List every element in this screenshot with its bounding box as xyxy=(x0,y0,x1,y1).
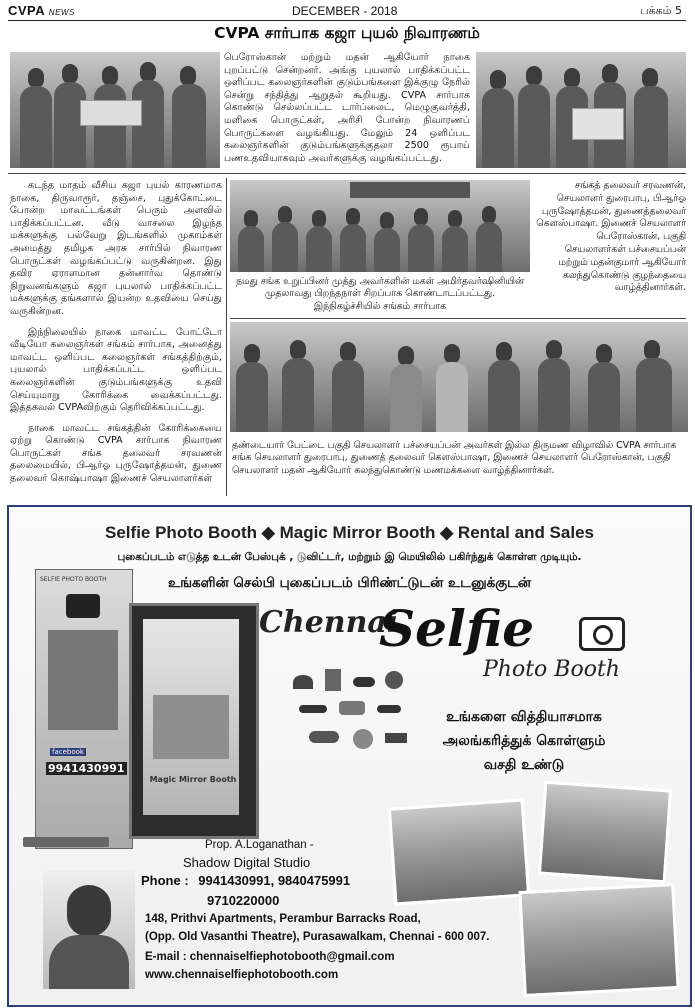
article-paragraph-1: கடந்த மாதம் வீசிய கஜா புயல் காரணமாக நாகை, திருவாரூர், தஞ்சை, புதுக்கோட்டை போன்ற மாவட்டங்கள் பெரும் அளவில் பாதிக்கப்பட்டன. வீடு வாசலை இழந்த மக்களுக்கு பல்வேறு இடங்களில் முகாம்கள் அமைத்து தமிழக அரசு சார்பில் நிவாரண பொருட்கள் வழங்கப்பட்டு வருகின்றன. இது தவிர ஏராளமான தன்னார்வ தொண்டு நிறுவனங்களும் கஜா புயலால் பாதிக்கப்பட்ட மக்களுக்கு தங்களால் இயன்ற உதவியை செய்து வருகின்றன. xyxy=(10,180,222,317)
article-paragraph-2: இந்நிலையில் நாகை மாவட்ட போட்டோ வீடியோ கலைஞர்கள் சங்கம் சார்பாக, அனைத்து மாவட்ட ஒளிப்பட கலைஞர்கள் சங்கத்திற்கும், புயலால் பாதிக்கப்பட்ட ஒளிப்பட கலைஞர்களின் குடும்பங்களுக்கு உதவி செய்யுமாறு கோரிக்கை வைக்கப்பட்டது. இத்தகவல் CVPAவிற்கும் தெரிவிக்கப்பட்டது. xyxy=(10,326,222,414)
email-address: E-mail : chennaiselfiephotobooth@gmail.com xyxy=(145,951,395,963)
address-line-1: 148, Prithvi Apartments, Perambur Barracks Road, xyxy=(145,913,421,925)
article-headline: CVPA சார்பாக கஜா புயல் நிவாரணம் xyxy=(214,24,480,42)
ad-subline: புகைப்படம் எடுத்த உடன் பேஸ்புக் , டுவிட்டர், மற்றும் இ மெயிலில் பகிர்ந்துக் கொள்ள முடியும். xyxy=(117,551,582,563)
brand-selfie: Selfie xyxy=(379,599,535,658)
proprietor-photo xyxy=(43,871,135,989)
masthead-bar xyxy=(8,2,686,21)
sample-photo-3 xyxy=(518,883,679,997)
brand-chennai: Chennai xyxy=(259,605,399,640)
sample-photo-2 xyxy=(538,781,672,884)
relief-photo-right xyxy=(476,52,686,168)
wedding-caption: தண்டையார் பேட்டை பகுதி செயலாளர் பச்சையப்பன் அவர்கள் இல்ல திருமண விழாவில் CVPA சார்பாக சங்க செயலாளர் துரைபாபு, துணைத் தலைவர் கௌஸ்பாஷா, இணைச் செயலாளர் பெரோஸ்கான், பகுதி செயலாளர் மதன் ஆகியோர் கலந்துகொண்டு மணமக்களை வாழ்த்தினார்கள். xyxy=(232,440,677,476)
phone-line xyxy=(141,873,350,888)
column-divider xyxy=(226,178,227,496)
booth-phone: 9941430991 xyxy=(48,762,125,775)
selfie-booth-advertisement xyxy=(7,505,692,1007)
ad-headline: Selfie Photo Booth ◆ Magic Mirror Booth ◆ Rental and Sales xyxy=(105,523,594,542)
article-paragraph-3: நாகை மாவட்ட சங்கத்தின் கோரிக்கையை ஏற்று கொண்டு CVPA சார்பாக நிவாரண பொருட்கள் சங்க தலைவர் சரவணன் தலைமையில், பிஆர்ஓ புருஷோத்தமன், துணை தலைவர் கொஷ்பாஷா இணைச் செயலாளர்கள் xyxy=(10,422,222,485)
birthday-photo xyxy=(230,180,530,272)
page-number: பக்கம் 5 xyxy=(640,4,682,17)
booth-social: facebook xyxy=(52,748,84,756)
mirror-label: Magic Mirror Booth xyxy=(149,775,237,784)
birthday-caption: நமது சங்க உறுப்பினர் முத்து அவர்களின் மகள் அமிர்தவர்ஷினியின் முதலாவது பிறந்தநாள் சிறப்பாக கொண்டாடப்பட்டது. இந்நிகழ்ச்சியில் சங்கம் சார்பாக xyxy=(236,276,524,312)
booth-label: SELFIE PHOTO BOOTH xyxy=(40,576,107,583)
party-props-graphic xyxy=(289,665,419,785)
birthday-side-text: சங்கத் தலைவர் சரவணன், செயலாளர் துரைபாபு, பிஆர்ஓ புருஷோத்தமன், துணைத்தலைவர் கௌஸ்பாஷா. இணைச் செயலாளர் பெரோஸ்கான், பகுதி செயலாளர்கள் பச்சையப்பன் மற்றும் மதன்குமார் ஆகியோர் கலந்துகொண்டு குழந்தையை வாழ்த்தினார்கள். xyxy=(536,180,686,294)
wedding-photo xyxy=(230,322,688,432)
address-line-2: (Opp. Old Vasanthi Theatre), Purasawalkam, Chennai - 600 007. xyxy=(145,931,490,943)
issue-date: DECEMBER - 2018 xyxy=(292,4,398,18)
section-divider xyxy=(8,173,686,174)
sample-photo-1 xyxy=(388,798,531,905)
article-text-top: பெரோஸ்கான் மற்றும் மதன் ஆகியோர் நாகை புறப்பட்டு சென்றனர். அங்கு புயலால் பாதிக்கப்பட்ட ஒளிப்பட கலைஞர்களின் குடும்பங்களை இக்குழு நேரில் சென்று சந்தித்து ஆறுதல் கூறியது. CVPA சார்பாக கொண்டு செல்லப்பட்ட டார்ப்லைட், மெழுகுவர்த்தி, மளிகை பொருட்கள், அரிசி போன்ற நிவாரணப் பொருட்களை வழங்கியது. மேலும் 24 ஒளிப்பட கலைஞர்களின் குடும்பங்களுக்குதலா 2500 ரூபாய் பணஉதவியாகவும் அவர்களுக்கு வழங்கப்பட்டது. xyxy=(224,52,470,164)
selfie-booth-image xyxy=(35,569,133,849)
website-url: www.chennaiselfiephotobooth.com xyxy=(145,969,339,981)
phone-label: Phone : xyxy=(141,873,189,888)
ad-tagline: உங்களை வித்தியாசமாக அலங்கரித்துக் கொள்ளும் வசதி உண்டு xyxy=(442,709,606,773)
proprietor-name: Prop. A.Loganathan - xyxy=(205,839,314,851)
camera-logo-icon xyxy=(579,617,625,651)
camera-icon xyxy=(66,594,100,618)
section-divider-2 xyxy=(230,318,686,319)
studio-name: Shadow Digital Studio xyxy=(183,855,311,870)
article-left-column xyxy=(10,180,222,486)
brand-photo-booth: Photo Booth xyxy=(483,657,620,682)
phone-number-3: 9710220000 xyxy=(207,893,280,908)
phone-numbers: 9941430991, 9840475991 xyxy=(198,873,351,888)
ad-subline-2: உங்களின் செல்பி புகைப்படம் பிரிண்ட்டுடன் உடனுக்குடன் xyxy=(167,575,532,591)
publication-logo: CVPA NEWS xyxy=(8,3,75,18)
relief-photo-left xyxy=(10,52,220,168)
